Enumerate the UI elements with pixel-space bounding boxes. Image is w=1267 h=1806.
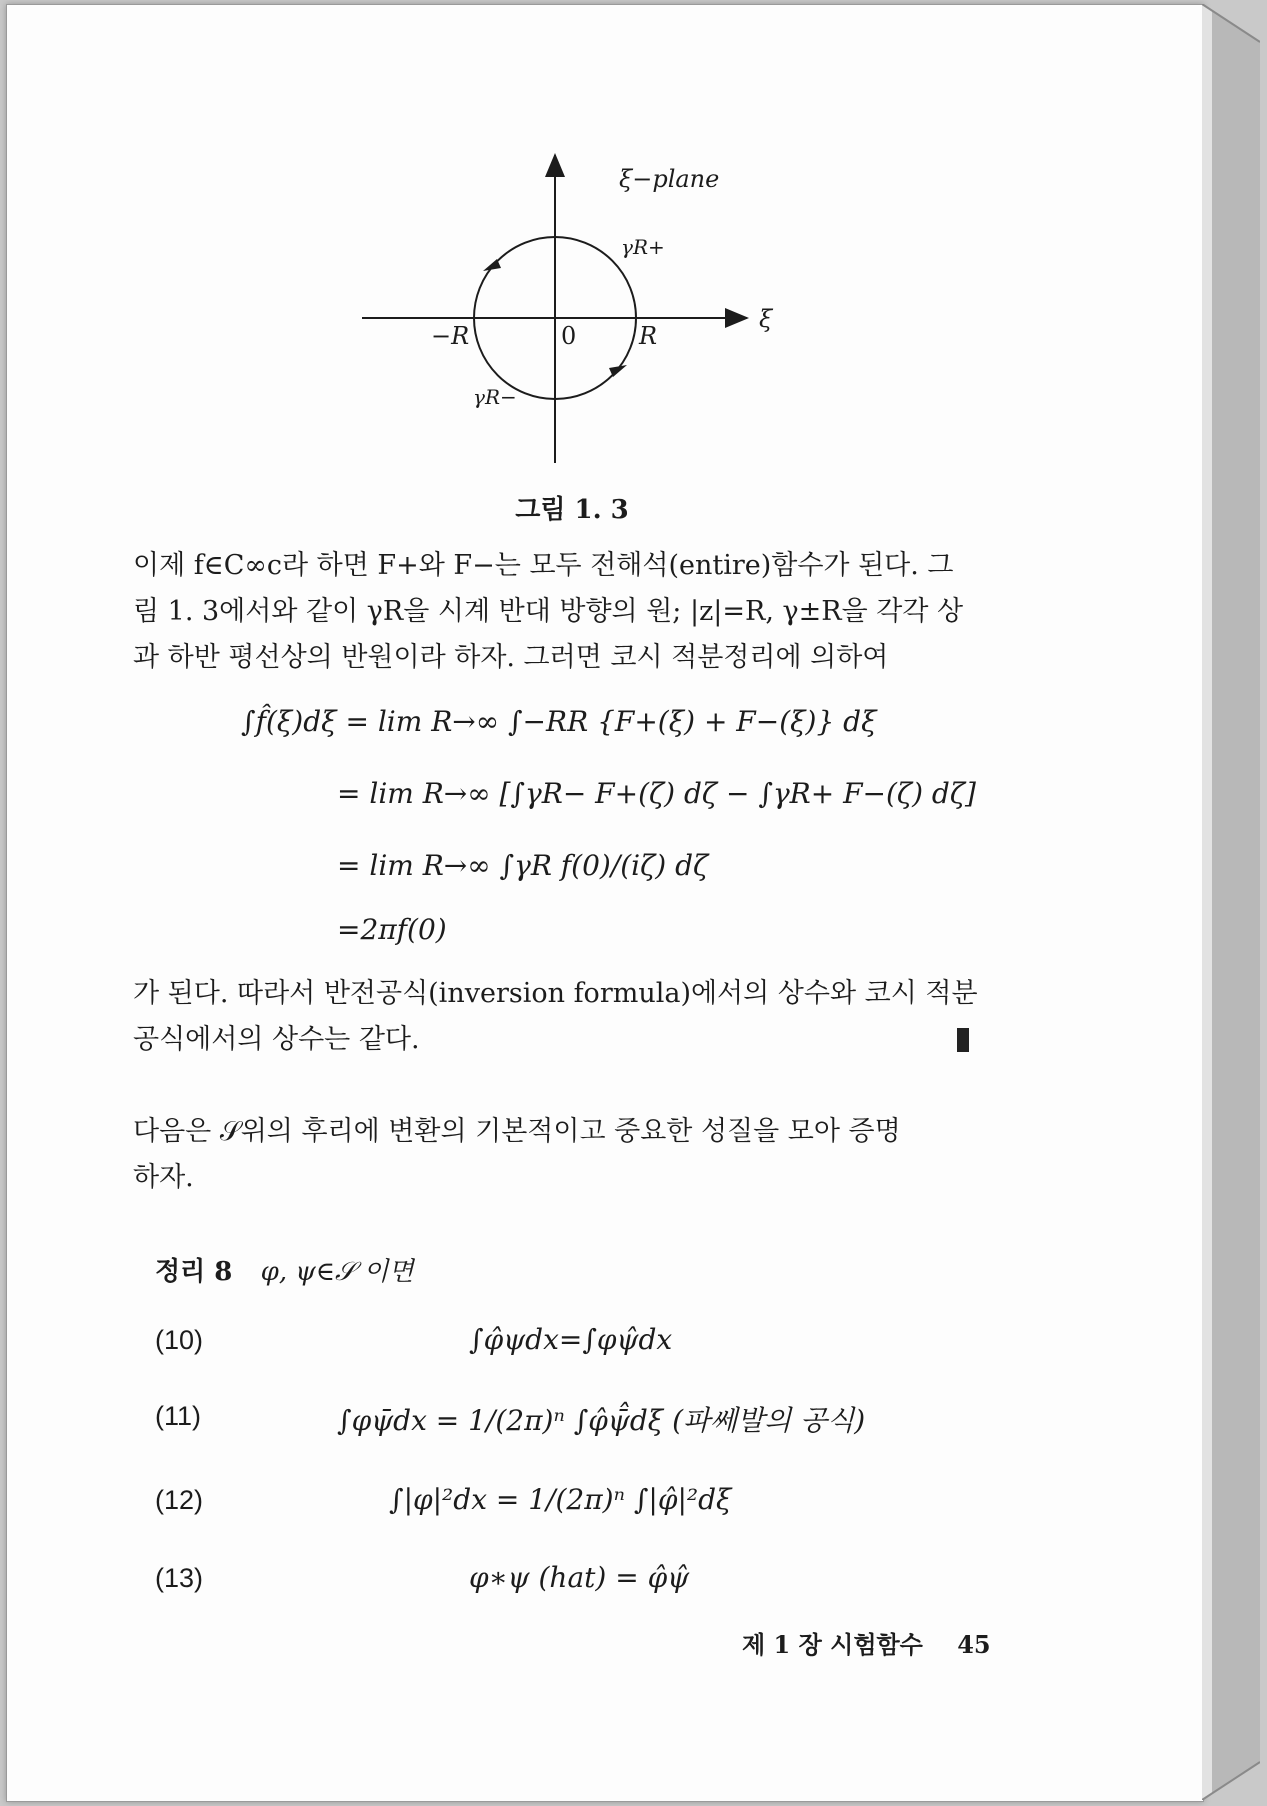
equation-11: ∫φψ̄dx = 1/(2π)ⁿ ∫φ̂ψ̄̂dξ (파쎄발의 공식) <box>337 1404 866 1437</box>
derivation-line-1: ∫f̂(ξ)dξ = lim R→∞ ∫−RR {F+(ξ) + F−(ξ)} dξ <box>241 705 877 738</box>
chapter-title: 제 1 장 시험함수 <box>742 1630 923 1659</box>
paragraph-line: 공식에서의 상수는 같다. <box>133 1024 420 1055</box>
equation-10: ∫φ̂ψdx=∫φψ̂dx <box>469 1323 673 1356</box>
paragraph-line: 림 1. 3에서와 같이 γR을 시계 반대 방향의 원; |z|=R, γ±R을 각각 상 <box>133 596 964 627</box>
equation-number: (13) <box>155 1563 204 1593</box>
equation-number: (12) <box>155 1485 204 1515</box>
paragraph-line: 하자. <box>133 1162 194 1193</box>
theorem-statement: φ, ψ∈𝒮 이면 <box>260 1257 414 1287</box>
paragraph-properties <box>133 1109 1001 1201</box>
gamma-plus-label: γR+ <box>621 235 665 259</box>
origin-label: 0 <box>561 322 577 350</box>
equation-number: (10) <box>155 1325 204 1355</box>
page-number: 45 <box>957 1630 991 1659</box>
complex-plane-figure <box>347 145 787 475</box>
xi-axis-label: ξ <box>759 305 773 333</box>
figure-caption: 그림 1. 3 <box>515 495 629 525</box>
paragraph-line: 가 된다. 따라서 반전공식(inversion formula)에서의 상수와 코시 적분 <box>133 978 978 1009</box>
equation-number: (11) <box>155 1401 202 1431</box>
derivation-line-2: = lim R→∞ [∫γR− F+(ζ) dζ − ∫γR+ F−(ζ) dζ] <box>337 777 976 810</box>
equation-12: ∫|φ|²dx = 1/(2π)ⁿ ∫|φ̂|²dξ <box>389 1483 732 1516</box>
derivation-line-4: =2πf(0) <box>337 913 447 946</box>
paragraph-line: 이제 f∈C∞c라 하면 F+와 F−는 모두 전해석(entire)함수가 된다. 그 <box>133 550 954 581</box>
paragraph-line: 과 하반 평선상의 반원이라 하자. 그러면 코시 적분정리에 의하여 <box>133 642 889 673</box>
qed-mark <box>957 1028 969 1052</box>
theorem-label: 정리 8 <box>155 1257 233 1287</box>
plane-label: ξ−plane <box>619 165 720 193</box>
derivation-line-3: = lim R→∞ ∫γR f(0)/(iζ) dζ <box>337 849 709 882</box>
book-page <box>6 4 1204 1802</box>
pos-r-label: R <box>639 322 658 350</box>
paragraph-conclusion <box>133 971 1001 1063</box>
gamma-minus-label: γR− <box>473 385 517 409</box>
neg-r-label: −R <box>431 322 470 350</box>
paragraph-intro <box>133 543 1001 681</box>
page-footer <box>742 1625 991 1660</box>
book-spine <box>1202 4 1260 1800</box>
paragraph-line: 다음은 𝒮위의 후리에 변환의 기본적이고 중요한 성질을 모아 증명 <box>133 1116 901 1147</box>
equation-13: φ∗ψ (hat) = φ̂ψ̂ <box>469 1561 690 1594</box>
theorem-heading <box>155 1251 414 1288</box>
